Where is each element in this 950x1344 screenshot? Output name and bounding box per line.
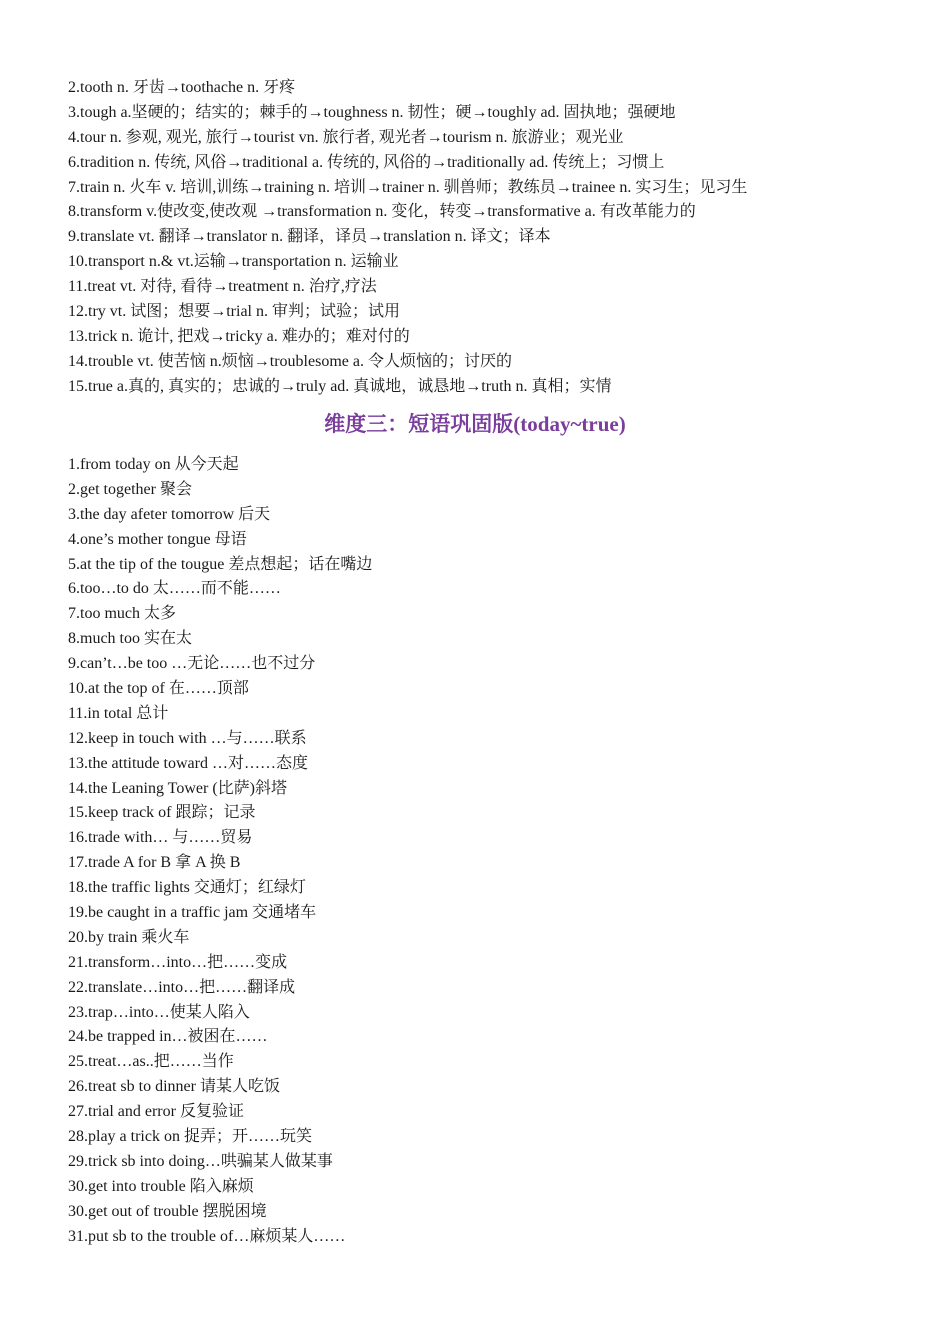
phrase-line: 27.trial and error 反复验证: [68, 1103, 244, 1121]
phrase-line: 31.put sb to the trouble of…麻烦某人……: [68, 1227, 346, 1245]
vocab-line: 8.transform v.使改变,使改观 →transformation n. 变化，转变→transformative a. 有改革能力的: [68, 203, 696, 221]
vocab-line: 6.tradition n. 传统, 风俗→traditional a. 传统的, 风俗的→traditionally ad. 传统上；习惯上: [68, 153, 665, 171]
phrase-line: 26.treat sb to dinner 请某人吃饭: [68, 1078, 280, 1096]
vocab-line: 11.treat vt. 对待, 看待→treatment n. 治疗,疗法: [68, 278, 377, 296]
phrase-line: 2.get together 聚会: [68, 480, 192, 498]
vocab-line: 7.train n. 火车 v. 培训,训练→training n. 培训→trainer n. 驯兽师；教练员→trainee n. 实习生；见习生: [68, 178, 748, 196]
vocab-line: 12.try vt. 试图；想要→trial n. 审判；试验；试用: [68, 303, 400, 321]
vocab-line: 10.transport n.& vt.运输→transportation n. 运输业: [68, 253, 399, 271]
phrase-line: 18.the traffic lights 交通灯；红绿灯: [68, 879, 306, 897]
vocab-line: 15.true a.真的, 真实的；忠诚的→truly ad. 真诚地，诚恳地→truth n. 真相；实情: [68, 377, 612, 395]
phrase-line: 13.the attitude toward …对……态度: [68, 754, 308, 772]
phrase-line: 9.can’t…be too …无论……也不过分: [68, 655, 316, 673]
vocab-line: 13.trick n. 诡计, 把戏→tricky a. 难办的；难对付的: [68, 327, 410, 345]
phrase-line: 6.too…to do 太……而不能……: [68, 580, 281, 598]
phrase-line: 5.at the tip of the tougue 差点想起；话在嘴边: [68, 555, 373, 573]
vocab-line: 4.tour n. 参观, 观光, 旅行→tourist vn. 旅行者, 观光者→tourism n. 旅游业；观光业: [68, 128, 624, 146]
phrase-line: 25.treat…as..把……当作: [68, 1053, 234, 1071]
phrase-line: 10.at the top of 在……顶部: [68, 680, 249, 698]
phrase-line: 1.from today on 从今天起: [68, 456, 239, 473]
phrase-line: 19.be caught in a traffic jam 交通堵车: [68, 904, 317, 922]
section-heading: 维度三：短语巩固版(today~true): [324, 412, 626, 436]
phrase-line: 24.be trapped in…被困在……: [68, 1028, 268, 1046]
phrase-line: 15.keep track of 跟踪；记录: [68, 804, 256, 822]
phrase-line: 28.play a trick on 捉弄；开……玩笑: [68, 1128, 312, 1146]
phrase-line: 4.one’s mother tongue 母语: [68, 530, 247, 548]
phrase-line: 30.get out of trouble 摆脱困境: [68, 1202, 267, 1220]
phrase-list: [68, 453, 928, 1250]
phrase-line: 7.too much 太多: [68, 605, 176, 623]
phrase-line: 30.get into trouble 陷入麻烦: [68, 1177, 254, 1195]
phrase-line: 16.trade with… 与……贸易: [68, 829, 253, 847]
phrase-line: 21.transform…into…把……变成: [68, 953, 288, 971]
phrase-line: 12.keep in touch with …与……联系: [68, 729, 307, 747]
phrase-line: 3.the day afeter tomorrow 后天: [68, 505, 271, 523]
phrase-line: 22.translate…into…把……翻译成: [68, 978, 296, 996]
vocab-line: 2.tooth n. 牙齿→toothache n. 牙疼: [68, 79, 296, 96]
phrase-line: 20.by train 乘火车: [68, 928, 190, 946]
phrase-line: 17.trade A for B 拿 A 换 B: [68, 854, 241, 872]
vocab-line: 9.translate vt. 翻译→translator n. 翻译，译员→translation n. 译文；译本: [68, 228, 551, 246]
phrase-line: 14.the Leaning Tower (比萨)斜塔: [68, 779, 287, 797]
phrase-line: 23.trap…into…使某人陷入: [68, 1003, 250, 1021]
vocabulary-list: [68, 76, 928, 400]
vocab-line: 14.trouble vt. 使苦恼 n.烦恼→troublesome a. 令人烦恼的；讨厌的: [68, 352, 512, 370]
phrase-line: 11.in total 总计: [68, 704, 169, 722]
phrase-line: 29.trick sb into doing…哄骗某人做某事: [68, 1152, 333, 1170]
phrase-line: 8.much too 实在太: [68, 630, 192, 648]
vocab-line: 3.tough a.坚硬的；结实的；棘手的→toughness n. 韧性；硬→toughly ad. 固执地；强硬地: [68, 103, 676, 121]
